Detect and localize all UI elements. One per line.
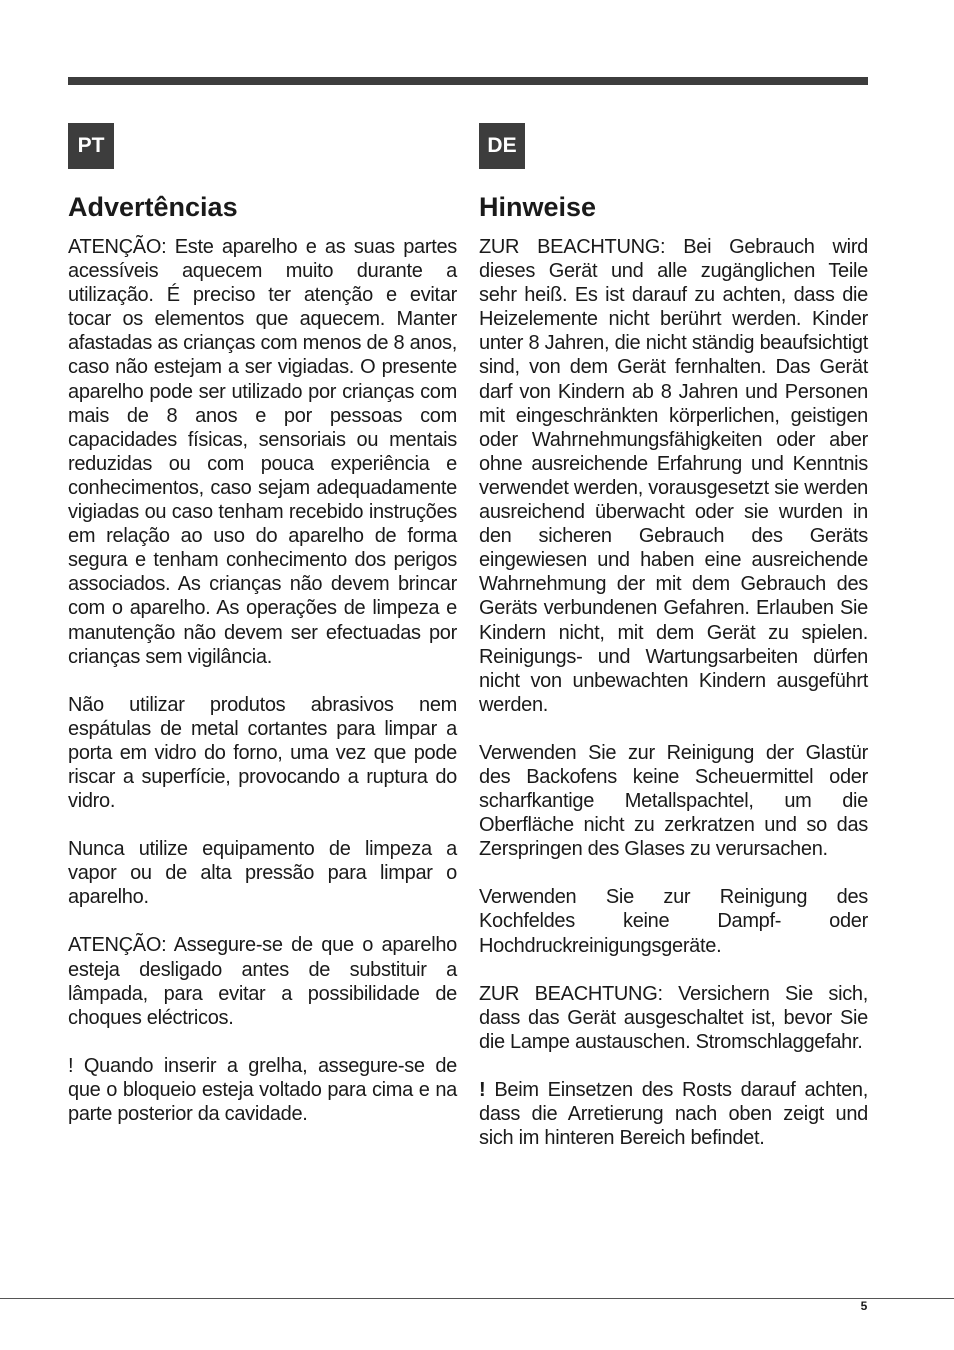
paragraph-de-1: ZUR BEACHTUNG: Bei Gebrauch wird dieses Gerät und alle zugänglichen Teile sehr heiß. Es ist darauf zu achten, dass die Heizelemente nicht berührt werden. Kinder unter 8 Jahren, die nicht ständig beaufsichtigt sind, von dem Gerät fernhalten. Das Gerät darf von Kindern ab 8 Jahren und Personen mit eingeschränkten körperlichen, geistigen oder Wahrnehmungsfähigkeiten oder aber ohne ausreichende Erfahrung und Kenntnis verwendet werden, vorausgesetzt sie werden ausreichend überwacht oder sie wurden in den sicheren Gebrauch des Geräts eingewiesen und haben eine ausreichende Wahrnehmung der mit dem Gebrauch des Geräts verbundenen Gefahren. Erlauben Sie Kindern nicht, mit dem Gerät zu spielen. Reinigungs- und Wartungsarbeiten dürfen nicht von unbewachten Kindern ausgeführt werden. xyxy=(479,236,868,716)
paragraph-pt-2: Não utilizar produtos abrasivos nem espátulas de metal cortantes para limpar a porta em vidro do forno, uma vez que pode riscar a superfície, provocando a ruptura do vidro. xyxy=(68,693,457,813)
top-rule xyxy=(68,77,868,85)
paragraph-pt-1: ATENÇÃO: Este aparelho e as suas partes acessíveis aquecem muito durante a utilização. É preciso ter atenção e evitar tocar os elementos que aquecem. Manter afastadas as crianças com menos de 8 anos, caso não estejam a ser vigiadas. O presente aparelho pode ser utilizado por crianças com mais de 8 anos e por pessoas com capacidades físicas, sensoriais ou mentais reduzidas ou com pouca experiência e conhecimentos, caso sejam adequadamente vigiadas ou caso tenham recebido instruções em relação ao uso do aparelho de forma segura e tenham conhecimento dos perigos associados. As crianças não devem brincar com o aparelho. As operações de limpeza e manutenção não devem ser efectuadas por crianças sem vigilância. xyxy=(68,236,457,668)
paragraph-de-5-text: Beim Einsetzen des Rosts darauf achten, dass die Arretierung nach oben zeigt und sich im hinteren Bereich befindet. xyxy=(479,1078,868,1150)
paragraph-pt-5-text: Quando inserir a grelha, assegure-se de que o bloqueio esteja voltado para cima e na parte posterior da cavidade. xyxy=(68,1054,457,1125)
language-badge-pt: PT xyxy=(68,123,114,169)
paragraph-pt-3: Nunca utilize equipamento de limpeza a vapor ou de alta pressão para limpar o aparelho. xyxy=(68,838,457,909)
bottom-rule xyxy=(0,1298,954,1299)
warning-mark-pt: ! xyxy=(68,1054,74,1077)
paragraph-de-5 xyxy=(479,1078,868,1150)
language-badge-de: DE xyxy=(479,123,525,169)
heading-pt: Advertências xyxy=(68,192,238,222)
body-text-pt xyxy=(68,235,457,1126)
warning-mark-de: ! xyxy=(479,1078,486,1101)
column-de xyxy=(479,123,868,1174)
body-text-de xyxy=(479,235,868,1150)
page-number: 5 xyxy=(860,1299,868,1313)
column-pt xyxy=(68,123,457,1150)
paragraph-pt-4: ATENÇÃO: Assegure-se de que o aparelho esteja desligado antes de substituir a lâmpada, para evitar a possibilidade de choques eléctricos. xyxy=(68,934,457,1029)
heading-de: Hinweise xyxy=(479,192,597,222)
paragraph-de-4: ZUR BEACHTUNG: Versichern Sie sich, dass das Gerät ausgeschaltet ist, bevor Sie die Lampe austauschen. Stromschlaggefahr. xyxy=(479,982,868,1053)
paragraph-de-2: Verwenden Sie zur Reinigung der Glastür des Backofens keine Scheuermittel oder scharfkantige Metallspachtel, um die Oberfläche nicht zu zerkratzen und so das Zerspringen des Glases zu verursachen. xyxy=(479,741,868,861)
paragraph-pt-5 xyxy=(68,1054,457,1126)
paragraph-de-3: Verwenden Sie zur Reinigung des Kochfeldes keine Dampf- oder Hochdruckreinigungsgeräte. xyxy=(479,886,868,957)
